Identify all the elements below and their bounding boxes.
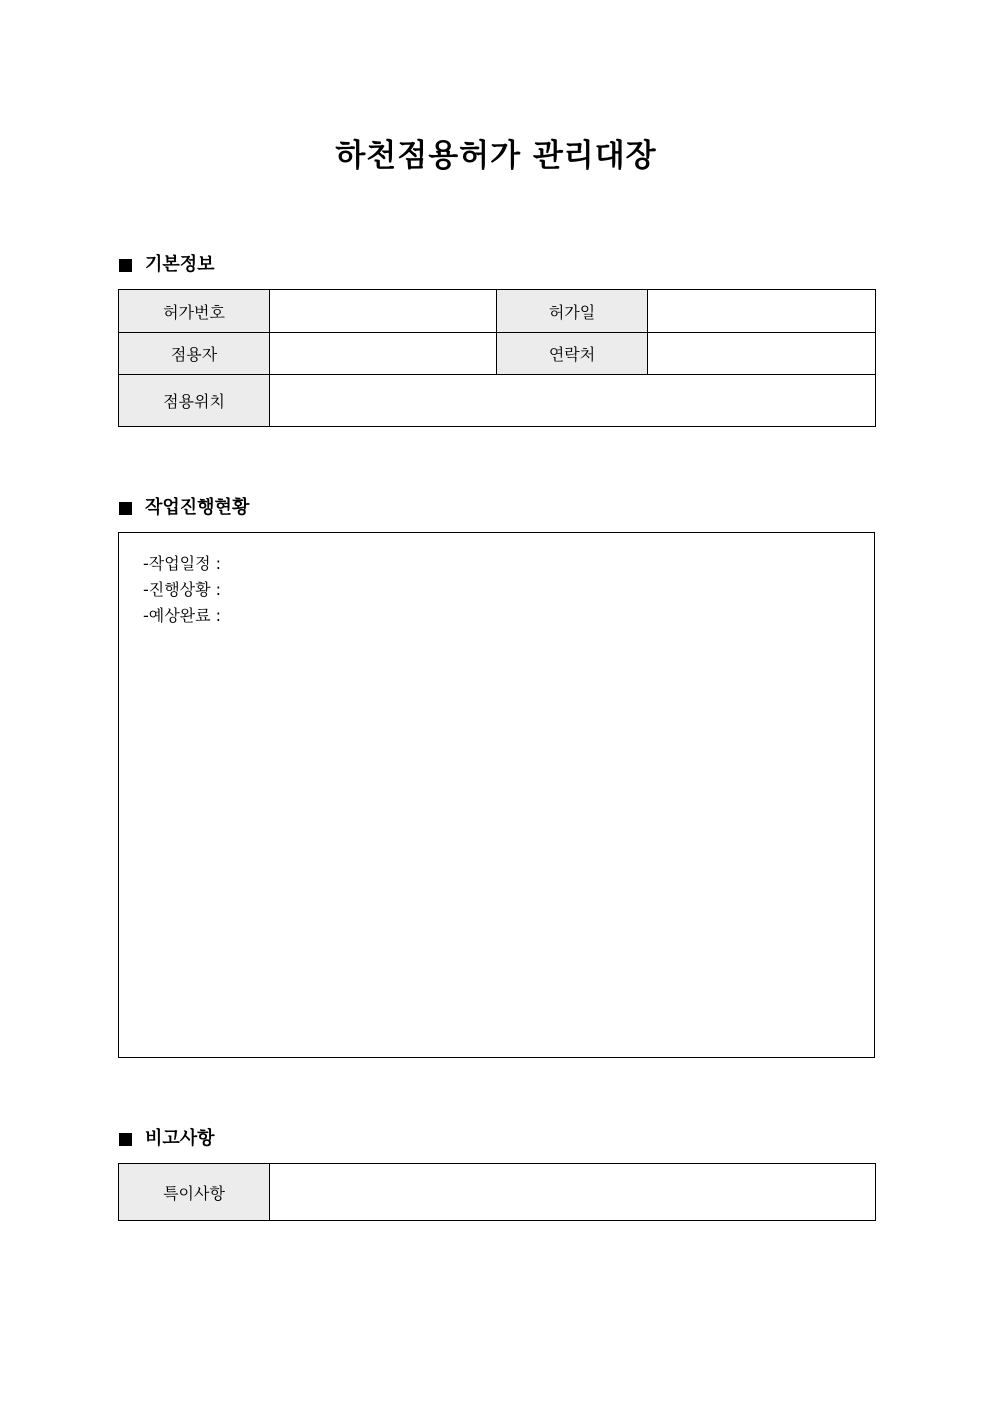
location-field[interactable] <box>270 375 876 427</box>
permit-date-field[interactable] <box>648 290 876 333</box>
special-notes-field[interactable] <box>270 1164 876 1221</box>
schedule-line: -작업일정 : <box>143 554 222 573</box>
contact-label: 연락처 <box>497 333 648 375</box>
table-row <box>119 333 876 375</box>
occupant-label: 점용자 <box>119 333 270 375</box>
square-bullet-icon <box>119 1133 132 1146</box>
section-heading-label: 기본정보 <box>145 254 215 275</box>
table-row <box>119 1164 876 1221</box>
page-title: 하천점용허가 관리대장 <box>335 138 657 174</box>
permit-no-field[interactable] <box>270 290 497 333</box>
remarks-table <box>118 1163 876 1221</box>
status-line: -진행상황 : <box>143 580 222 599</box>
expected-completion-line: -예상완료 : <box>143 606 222 625</box>
square-bullet-icon <box>119 502 132 515</box>
contact-field[interactable] <box>648 333 876 375</box>
section-heading-basic-info <box>119 253 215 277</box>
special-notes-label: 특이사항 <box>119 1164 270 1221</box>
occupant-field[interactable] <box>270 333 497 375</box>
table-row <box>119 375 876 427</box>
section-heading-progress <box>119 496 249 520</box>
section-heading-label: 비고사항 <box>145 1128 215 1149</box>
progress-box[interactable] <box>118 532 875 1058</box>
location-label: 점용위치 <box>119 375 270 427</box>
permit-date-label: 허가일 <box>497 290 648 333</box>
section-heading-remarks <box>119 1127 215 1151</box>
basic-info-table <box>118 289 876 427</box>
progress-lines <box>143 551 221 629</box>
permit-no-label: 허가번호 <box>119 290 270 333</box>
table-row <box>119 290 876 333</box>
section-heading-label: 작업진행현황 <box>145 497 250 518</box>
square-bullet-icon <box>119 259 132 272</box>
